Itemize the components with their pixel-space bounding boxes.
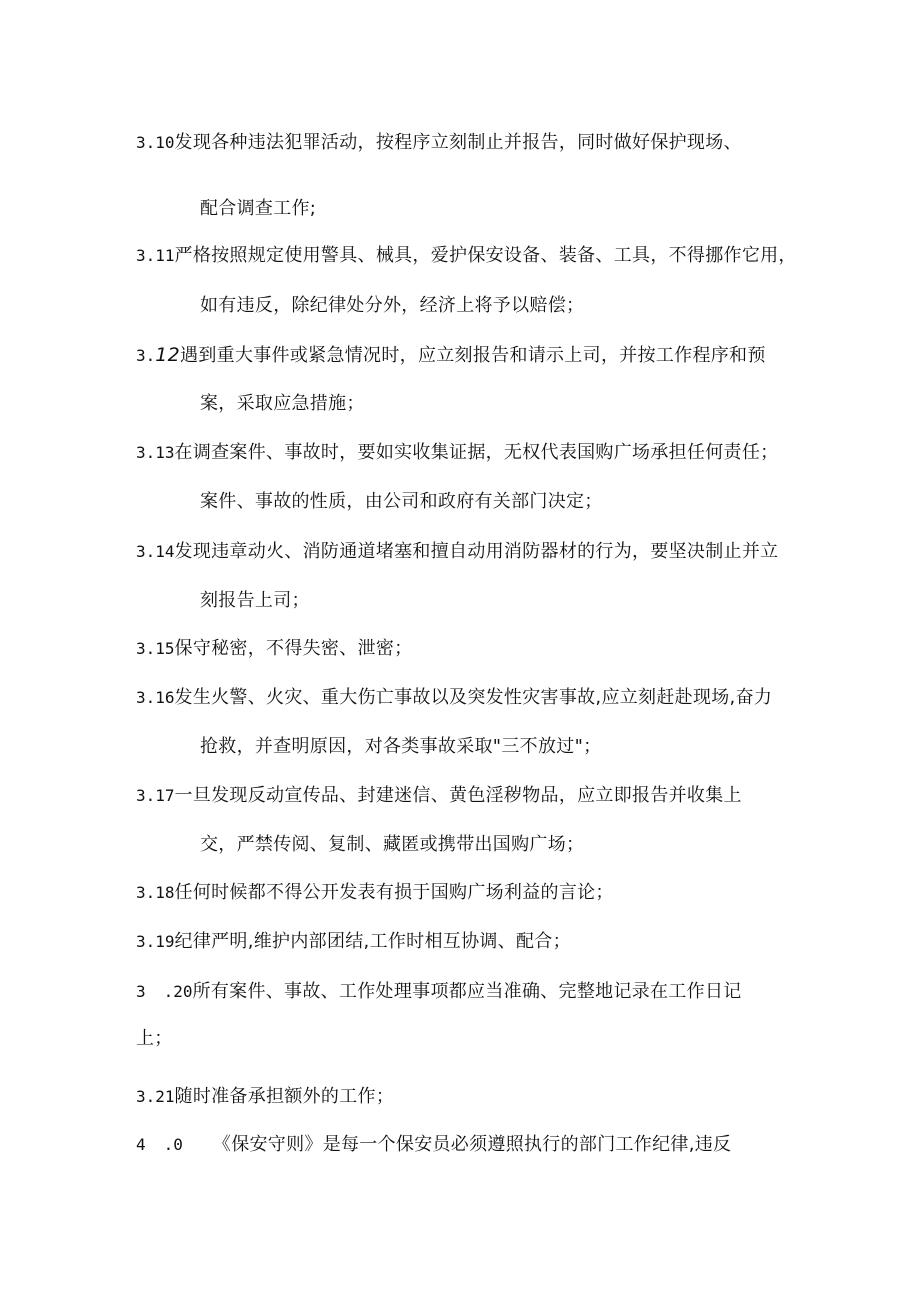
clause-3-14 [136, 540, 778, 564]
clause-number-prefix: 3 [136, 982, 146, 1001]
clause-continuation-text: 刻报告上司； [200, 590, 310, 611]
clause-3-16 [136, 686, 772, 710]
clause-continuation-text: 交，严禁传阅、复制、藏匿或携带出国购广场； [200, 834, 585, 855]
clause-number: 3.13 [136, 443, 175, 462]
section-number-suffix: .0 [163, 1135, 183, 1154]
clause-3-21 [136, 1085, 394, 1109]
clause-text: 所有案件、事故、工作处理事项都应当准确、完整地记录在工作日记 [192, 981, 742, 1002]
clause-number-suffix: .20 [163, 982, 193, 1001]
clause-text: 发现违章动火、消防通道堵塞和擅自动用消防器材的行为，要坚决制止并立 [174, 541, 779, 562]
clause-number-prefix: 3. [136, 346, 156, 365]
clause-3-13-continuation [200, 490, 603, 514]
clause-number: 3.17 [136, 786, 175, 805]
clause-3-10-continuation [200, 197, 316, 221]
clause-3-10 [136, 131, 742, 155]
clause-3-20 [136, 980, 742, 1004]
section-4-0 [136, 1133, 731, 1157]
clause-3-14-continuation [200, 589, 310, 613]
clause-number: 3.14 [136, 542, 175, 561]
clause-number: 3.19 [136, 932, 175, 951]
section-number-prefix: 4 [136, 1135, 146, 1154]
clause-3-16-continuation [200, 735, 601, 759]
clause-number: 3.21 [136, 1087, 175, 1106]
clause-3-17 [136, 784, 742, 808]
clause-continuation-text: 抢救，并查明原因，对各类事故采取"三不放过"； [200, 736, 602, 757]
clause-3-12-continuation [200, 392, 365, 416]
clause-continuation-text: 配合调查工作; [200, 198, 317, 219]
clause-text: 随时准备承担额外的工作； [174, 1086, 395, 1107]
clause-continuation-text: 如有违反，除纪律处分外，经济上将予以赔偿； [200, 295, 585, 316]
clause-text: 严格按照规定使用警具、械具，爱护保安设备、装备、工具，不得挪作它用， [174, 245, 797, 266]
clause-text: 发生火警、火灾、重大伤亡事故以及突发性灾害事故,应立刻赶赴现场,奋力 [174, 687, 773, 708]
clause-3-17-continuation [200, 833, 584, 857]
clause-3-13 [136, 441, 778, 465]
clause-continuation-text: 案件、事故的性质，由公司和政府有关部门决定； [200, 491, 603, 512]
clause-3-20-continuation [136, 1027, 173, 1051]
clause-text: 遇到重大事件或紧急情况时，应立刻报告和请示上司，并按工作程序和预 [180, 345, 766, 366]
clause-continuation-text: 上； [136, 1028, 173, 1049]
clause-number-suffix: 12 [155, 344, 181, 366]
clause-3-19 [136, 930, 571, 954]
clause-number: 3.18 [136, 883, 175, 902]
clause-3-15 [136, 637, 412, 661]
clause-number: 3.10 [136, 133, 175, 152]
clause-text: 发现各种违法犯罪活动，按程序立刻制止并报告，同时做好保护现场、 [174, 132, 742, 153]
clause-number: 3.15 [136, 639, 175, 658]
clause-text: 在调查案件、事故时，要如实收集证据，无权代表国购广场承担任何责任； [174, 442, 779, 463]
clause-text: 纪律严明,维护内部团结,工作时相互协调、配合； [174, 931, 571, 952]
clause-number: 3.11 [136, 246, 175, 265]
clause-3-12 [136, 343, 766, 368]
clause-continuation-text: 案，采取应急措施； [200, 393, 365, 414]
clause-3-11 [136, 244, 797, 268]
clause-text: 保守秘密，不得失密、泄密； [174, 638, 413, 659]
section-text: 《保安守则》是每一个保安员必须遵照执行的部门工作纪律,违反 [212, 1134, 732, 1155]
clause-3-18 [136, 881, 614, 905]
clause-3-11-continuation [200, 294, 584, 318]
clause-number: 3.16 [136, 688, 175, 707]
clause-text: 任何时候都不得公开发表有损于国购广场利益的言论； [174, 882, 614, 903]
clause-text: 一旦发现反动宣传品、封建迷信、黄色淫秽物品，应立即报告并收集上 [174, 785, 742, 806]
